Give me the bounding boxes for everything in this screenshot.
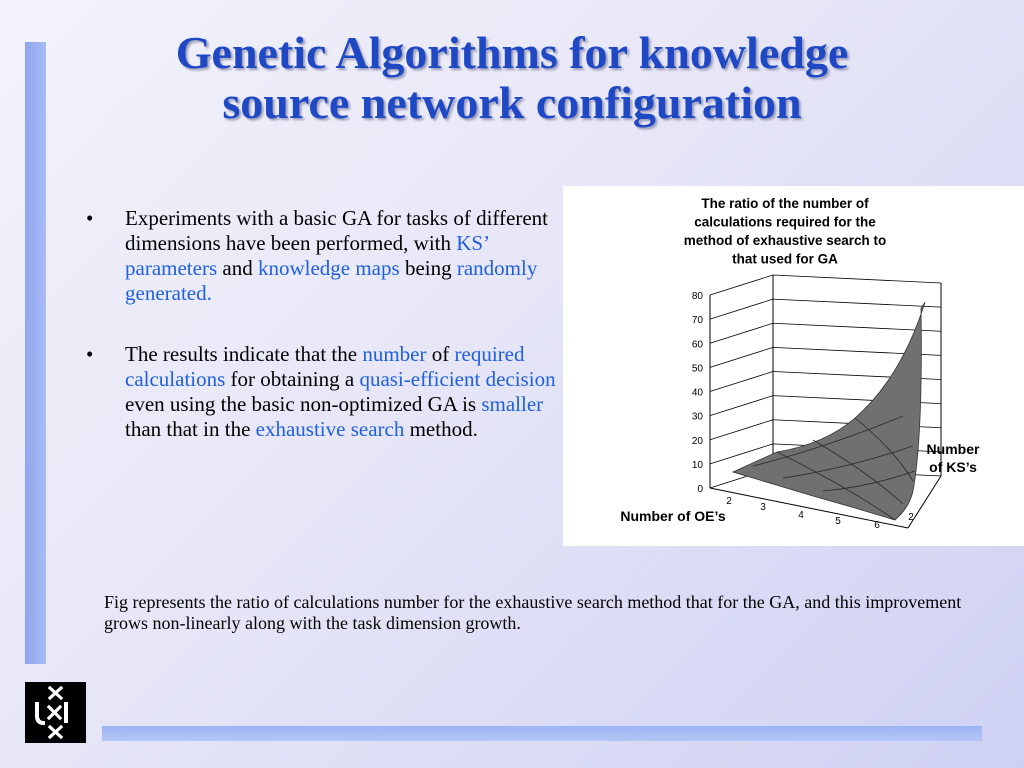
y-axis-label-line: Number xyxy=(926,441,980,457)
bullet-text-segment: being xyxy=(399,256,457,280)
figure-caption: Fig represents the ratio of calculations number for the exhaustive search method that for the GA, and this improvement grows non-linearly along with the task dimension growth. xyxy=(104,592,962,633)
z-tick-label: 50 xyxy=(691,363,703,375)
uva-logo xyxy=(25,682,86,743)
chart-title-line: calculations required for the xyxy=(694,214,876,230)
z-tick-label: 80 xyxy=(691,291,703,302)
x-tick-label: 5 xyxy=(835,516,841,527)
z-tick-label: 60 xyxy=(691,339,703,351)
chart-title-line: that used for GA xyxy=(732,251,838,267)
z-tick-label: 20 xyxy=(691,435,703,447)
x-tick-label: 4 xyxy=(798,510,804,521)
z-tick-label: 40 xyxy=(691,387,703,399)
chart-gridline xyxy=(773,275,941,283)
chart-gridline xyxy=(710,323,773,343)
x-tick-label: 3 xyxy=(760,502,766,513)
slide-title xyxy=(100,28,924,128)
left-accent-bar xyxy=(25,42,46,664)
bullet-text xyxy=(125,206,556,306)
z-tick-label: 0 xyxy=(697,484,703,495)
bullet-text-segment: even using the basic non-optimized GA is xyxy=(125,392,482,416)
z-tick-label: 10 xyxy=(691,459,703,471)
chart-gridline xyxy=(710,396,773,416)
chart-title-line: The ratio of the number of xyxy=(701,196,869,211)
title-line-2: source network configuration xyxy=(222,77,802,128)
bullet-text-segment: Experiments with a basic GA for tasks of different dimensions have been performed, with xyxy=(125,206,549,255)
bullet-text-segment: and xyxy=(217,256,258,280)
bullet-marker: • xyxy=(86,206,94,230)
highlighted-term: exhaustive search xyxy=(255,417,405,441)
highlighted-term: required calculations xyxy=(125,342,525,391)
bullet-marker: • xyxy=(86,342,94,366)
bullet-item xyxy=(86,342,556,442)
x-tick-label: 2 xyxy=(726,496,732,507)
z-tick-label: 70 xyxy=(691,315,703,327)
surface-patch xyxy=(733,302,925,520)
y-axis-label-line: of KS’s xyxy=(929,459,977,475)
x-axis-label: Number of OE’s xyxy=(620,508,726,524)
bullet-text-segment: for obtaining a xyxy=(225,367,360,391)
highlighted-term: KS’ parameters xyxy=(125,231,489,280)
highlighted-term: number xyxy=(362,342,427,366)
highlighted-term: quasi-efficient decision xyxy=(359,367,556,391)
chart-gridline xyxy=(710,347,773,367)
highlighted-term: smaller xyxy=(481,392,544,416)
chart-title xyxy=(684,196,887,267)
highlighted-term: randomly generated. xyxy=(125,256,538,305)
chart-gridline xyxy=(710,299,773,319)
logo-mark-icon xyxy=(25,682,86,743)
bullet-text xyxy=(125,342,556,442)
bullet-text-segment: of xyxy=(426,342,455,366)
bullet-text-segment: than that in the xyxy=(125,417,256,441)
title-line-1: Genetic Algorithms for knowledge xyxy=(175,27,849,78)
highlighted-term: knowledge maps xyxy=(257,256,400,280)
bullet-text-segment: The results indicate that the xyxy=(125,342,363,366)
chart-gridline xyxy=(710,372,773,392)
chart-surface xyxy=(733,302,925,520)
bullet-item xyxy=(86,206,556,306)
chart-figure xyxy=(563,186,1024,546)
x-tick-label: 6 xyxy=(874,520,880,531)
bottom-accent-bar xyxy=(102,726,982,741)
bullet-text-segment: method. xyxy=(404,417,478,441)
y-tick-label: 2 xyxy=(908,512,914,523)
chart-gridline xyxy=(773,299,941,307)
bullet-list xyxy=(86,206,556,478)
surface-chart xyxy=(563,186,1024,546)
chart-gridline xyxy=(710,420,773,440)
chart-title-line: method of exhaustive search to xyxy=(683,233,887,248)
z-tick-label: 30 xyxy=(691,411,703,423)
chart-gridline xyxy=(710,275,773,295)
